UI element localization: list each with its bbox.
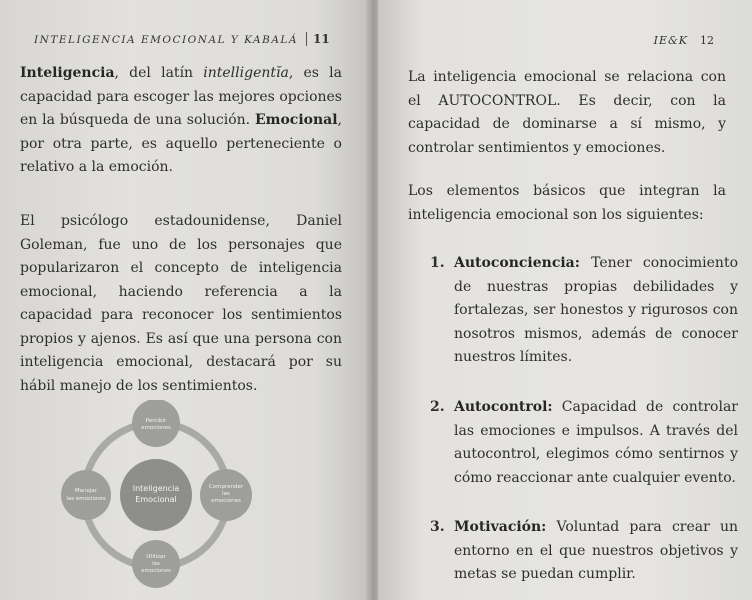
emotional-intelligence-diagram bbox=[60, 400, 260, 590]
text-run: , es la capacidad para escoger las mejores opciones en la búsqueda de una solución. bbox=[20, 65, 342, 128]
text-run: , del latín bbox=[114, 65, 204, 81]
elements-intro-paragraph: Los elementos básicos que integran la inteligencia emocional son los siguientes: bbox=[408, 183, 726, 223]
bottom-label-1: Utilizar bbox=[146, 554, 166, 560]
page-number-left: 11 bbox=[306, 32, 330, 46]
running-head-right bbox=[654, 34, 714, 47]
element-list-item bbox=[408, 516, 738, 587]
text-run: , por otra parte, es aquello perteneciente o relativo a la emoción. bbox=[20, 112, 342, 175]
running-head-left bbox=[34, 32, 354, 46]
right-label-2: las bbox=[222, 491, 230, 497]
item-term: Motivación: bbox=[454, 519, 547, 535]
right-page bbox=[378, 0, 752, 600]
definition-paragraph bbox=[20, 62, 342, 180]
center-label-2: Emocional bbox=[135, 495, 177, 504]
top-label-1: Percibir bbox=[145, 418, 167, 424]
bottom-label-3: emociones bbox=[141, 568, 171, 574]
left-label-1: Manejar bbox=[74, 488, 98, 494]
center-label-1: Inteligencia bbox=[132, 484, 180, 493]
item-number: 2. bbox=[430, 399, 445, 415]
item-number: 1. bbox=[430, 255, 445, 271]
autocontrol-paragraph: La inteligencia emocional se relaciona con el AUTOCONTROL. Es decir, con la capacidad de dominarse a sí mismo, y controlar sentimientos y emociones. bbox=[408, 69, 726, 156]
item-term: Autoconciencia: bbox=[454, 255, 580, 271]
left-node bbox=[61, 470, 111, 520]
right-label-1: Comprender bbox=[208, 484, 244, 490]
bottom-label-2: las bbox=[152, 561, 160, 567]
left-page bbox=[0, 0, 370, 600]
left-label-2: las emociones bbox=[66, 496, 106, 502]
term-emocional: Emocional bbox=[254, 112, 338, 128]
item-description: Capacidad de controlar las emociones e impulsos. A través del autocontrol, elegimos cómo sentirnos y cómo reaccionar ante cualquier evento. bbox=[454, 399, 739, 486]
top-label-2: emociones bbox=[141, 425, 171, 431]
goleman-paragraph: El psicólogo estadounidense, Daniel Goleman, fue uno de los personajes que popularizaron el concepto de inteligencia emocional, haciendo referencia a la capacidad para reconocer los sentimientos propios y ajenos. Es así que una persona con inteligencia emocional, destacará por su hábil manejo de los sentimientos. bbox=[20, 213, 342, 394]
term-inteligencia: Inteligencia bbox=[20, 65, 115, 81]
page-number-right: 12 bbox=[700, 34, 714, 47]
book-title: INTELIGENCIA EMOCIONAL Y KABALÁ bbox=[34, 34, 298, 46]
item-description: Tener conocimiento de nuestras propias debilidades y fortalezas, ser honestos y rigurosos con nosotros mismos, además de conocer nuestros límites. bbox=[454, 255, 739, 365]
short-title: IE&K bbox=[653, 34, 688, 47]
item-term: Autocontrol: bbox=[454, 399, 553, 415]
element-list-item bbox=[408, 252, 738, 370]
item-number: 3. bbox=[430, 519, 445, 535]
right-label-3: emociones bbox=[211, 498, 241, 504]
element-list-item bbox=[408, 396, 738, 490]
item-description: Voluntad para crear un entorno en el que nuestros objetivos y metas se puedan cumplir. bbox=[454, 519, 739, 582]
latin-word: intelligentĭa bbox=[203, 65, 289, 81]
